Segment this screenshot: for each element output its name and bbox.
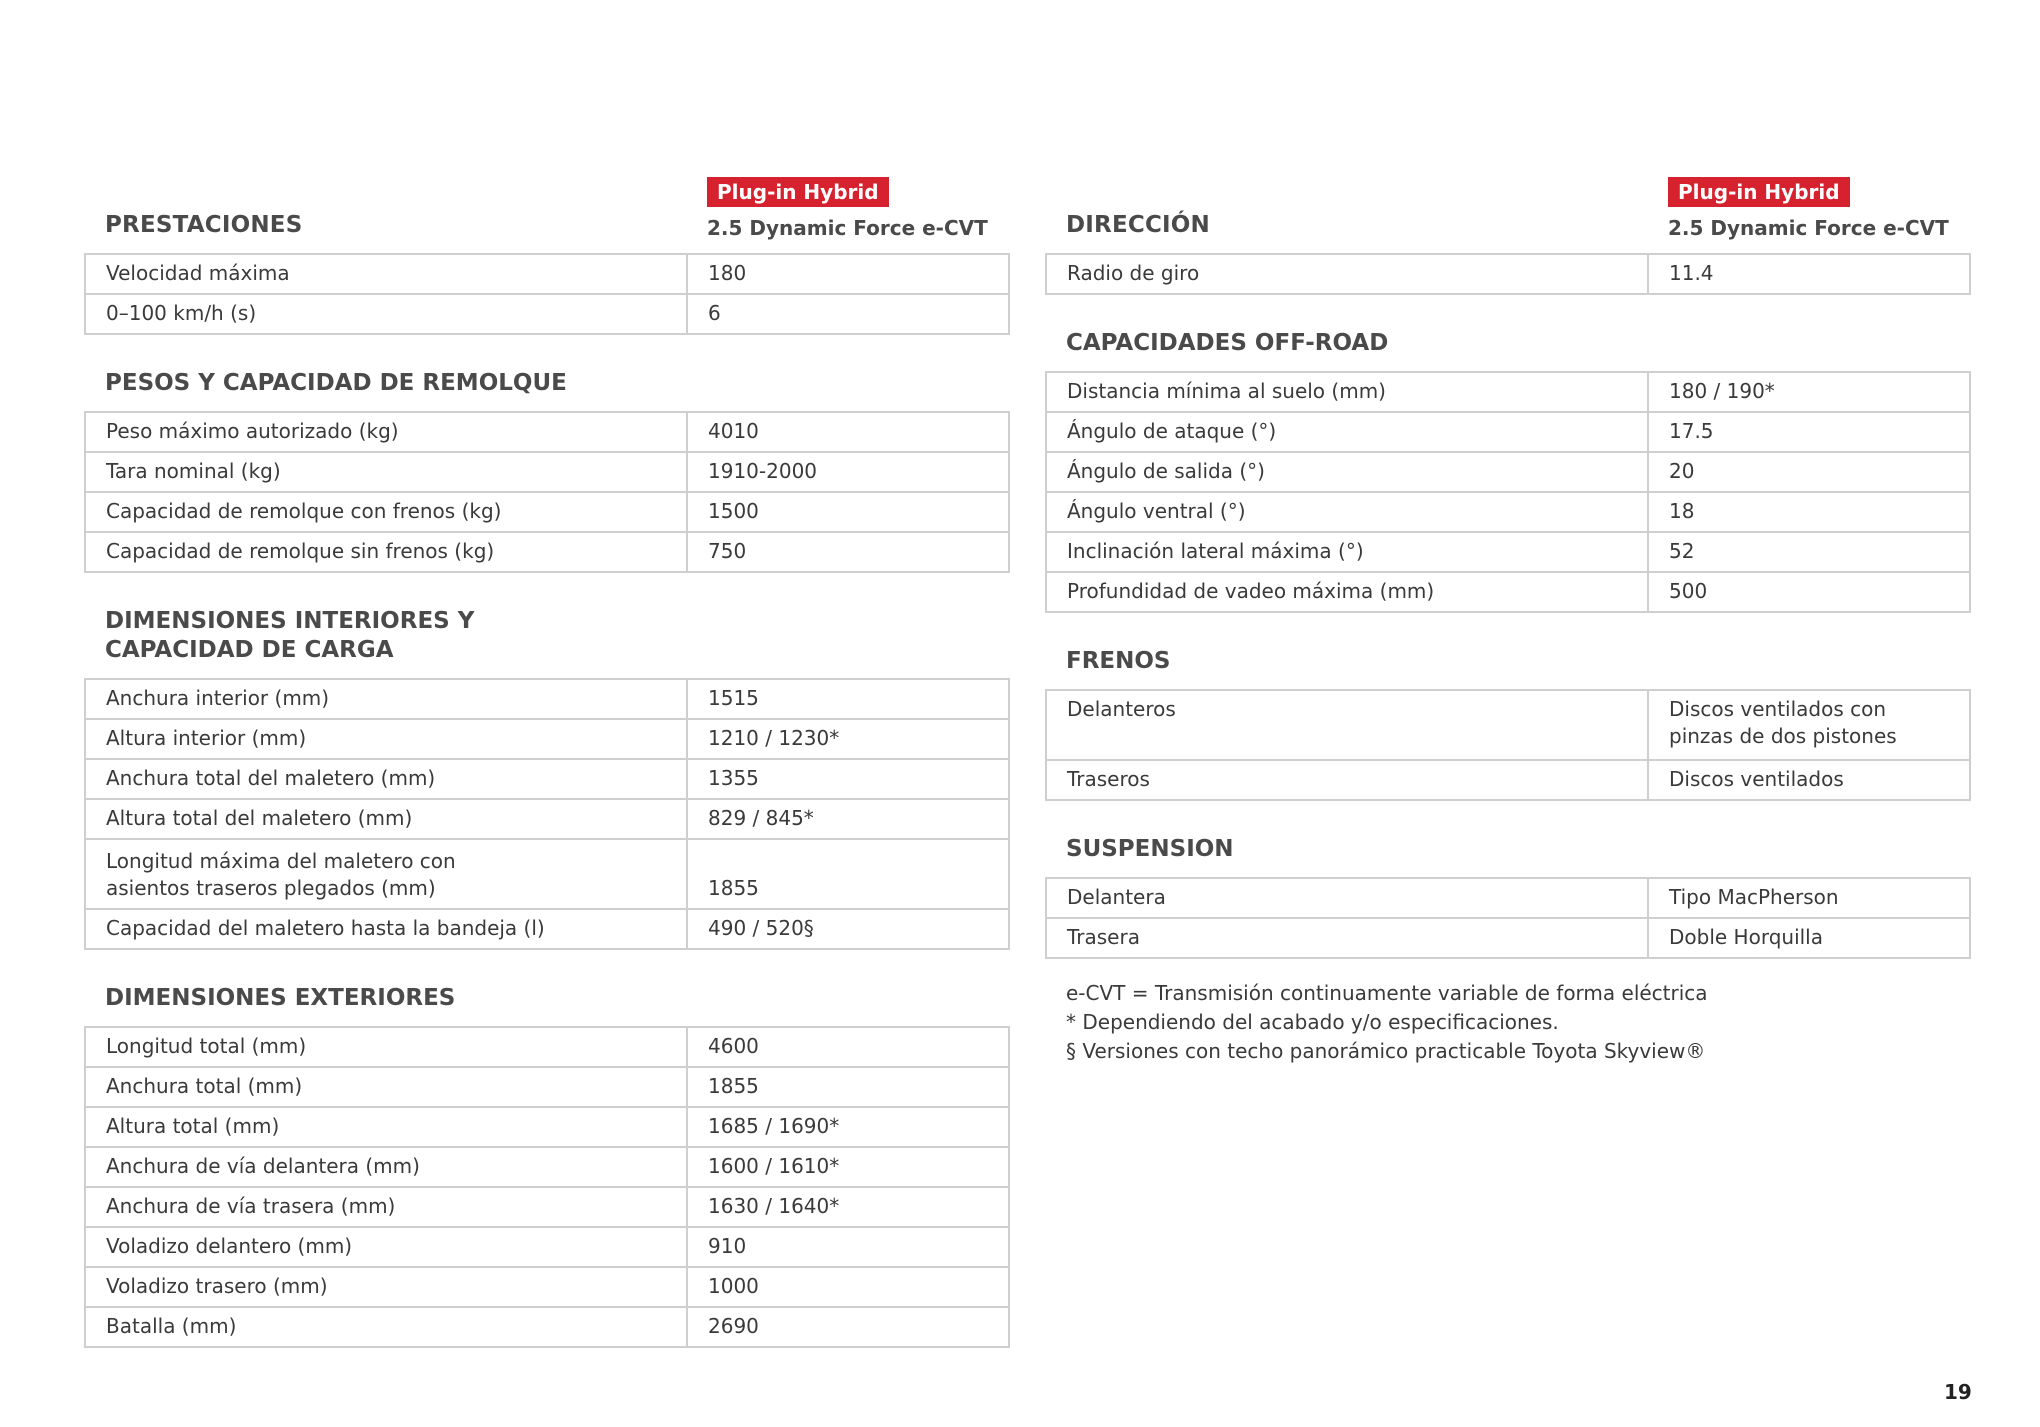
row-label: Longitud total (mm) [85,1027,687,1067]
footnote-ecvt: e-CVT = Transmisión continuamente variable de forma eléctrica [1066,981,1708,1005]
prestaciones-table [84,253,1010,335]
row-label: Tara nominal (kg) [85,452,687,492]
row-value: 750 [687,532,1009,572]
row-label: Capacidad del maletero hasta la bandeja (l) [85,909,687,949]
section-title-offroad: CAPACIDADES OFF-ROAD [1066,330,1389,356]
row-value: Discos ventilados con pinzas de dos pistones [1648,690,1970,760]
table-row [85,492,1009,532]
table-row [85,909,1009,949]
row-value: 52 [1648,532,1970,572]
row-label: Longitud máxima del maletero con asientos traseros plegados (mm) [85,839,687,909]
row-value: 1210 / 1230* [687,719,1009,759]
offroad-table [1045,371,1971,613]
table-row [85,412,1009,452]
table-row [85,294,1009,334]
row-label: Inclinación lateral máxima (°) [1046,532,1648,572]
table-row [85,532,1009,572]
row-value: 1630 / 1640* [687,1187,1009,1227]
row-label: Voladizo trasero (mm) [85,1267,687,1307]
section-title-dimensiones-interiores: DIMENSIONES INTERIORES Y CAPACIDAD DE CARGA [105,608,475,663]
footnote-asterisk: * Dependiendo del acabado y/o especificaciones. [1066,1010,1559,1034]
row-label: Anchura total del maletero (mm) [85,759,687,799]
row-value: 11.4 [1648,254,1970,294]
table-row [85,839,1009,909]
frenos-table [1045,689,1971,801]
row-value: Discos ventilados [1648,760,1970,800]
prestaciones-header [84,176,1006,253]
row-value: 17.5 [1648,412,1970,452]
row-label: 0–100 km/h (s) [85,294,687,334]
table-row [85,1027,1009,1067]
row-value: 180 [687,254,1009,294]
row-value: 2690 [687,1307,1009,1347]
row-label: Peso máximo autorizado (kg) [85,412,687,452]
row-value: 1685 / 1690* [687,1107,1009,1147]
row-value: 829 / 845* [687,799,1009,839]
row-label: Altura total del maletero (mm) [85,799,687,839]
row-label: Anchura interior (mm) [85,679,687,719]
table-row [1046,572,1970,612]
row-value: 1355 [687,759,1009,799]
row-value: 20 [1648,452,1970,492]
table-row [1046,532,1970,572]
row-value: Doble Horquilla [1648,918,1970,958]
table-row [1046,690,1970,760]
row-value: 4010 [687,412,1009,452]
plug-in-hybrid-badge: Plug-in Hybrid [1668,177,1850,207]
row-label: Ángulo de salida (°) [1046,452,1648,492]
row-value: 500 [1648,572,1970,612]
direccion-header [1045,176,1967,253]
table-row [85,759,1009,799]
table-row [85,1107,1009,1147]
row-value: 910 [687,1227,1009,1267]
row-value: 490 / 520§ [687,909,1009,949]
table-row [85,719,1009,759]
table-row [1046,412,1970,452]
section-title-pesos: PESOS Y CAPACIDAD DE REMOLQUE [105,370,567,396]
dimensiones-exteriores-table [84,1026,1010,1348]
row-label: Batalla (mm) [85,1307,687,1347]
row-label: Anchura total (mm) [85,1067,687,1107]
table-row [1046,760,1970,800]
page-number: 19 [1944,1380,1972,1404]
row-label: Anchura de vía trasera (mm) [85,1187,687,1227]
row-label: Delanteros [1046,690,1648,760]
table-row [85,799,1009,839]
left-column [84,176,1006,1348]
engine-column-header: 2.5 Dynamic Force e-CVT [1668,216,1949,240]
row-label: Voladizo delantero (mm) [85,1227,687,1267]
row-label: Capacidad de remolque sin frenos (kg) [85,532,687,572]
row-value: 1515 [687,679,1009,719]
table-row [1046,878,1970,918]
row-value: 4600 [687,1027,1009,1067]
row-value: 1910-2000 [687,452,1009,492]
footnote-section-sign: § Versiones con techo panorámico practicable Toyota Skyview® [1066,1039,1706,1063]
plug-in-hybrid-badge: Plug-in Hybrid [707,177,889,207]
row-value: 1855 [687,1067,1009,1107]
row-label: Capacidad de remolque con frenos (kg) [85,492,687,532]
row-value: 180 / 190* [1648,372,1970,412]
engine-column-header: 2.5 Dynamic Force e-CVT [707,216,988,240]
table-row [85,1227,1009,1267]
row-label: Ángulo ventral (°) [1046,492,1648,532]
table-row [85,254,1009,294]
table-row [1046,918,1970,958]
section-title-suspension: SUSPENSION [1066,836,1234,862]
table-row [85,679,1009,719]
table-row [85,452,1009,492]
suspension-table [1045,877,1971,959]
row-label: Altura total (mm) [85,1107,687,1147]
table-row [85,1267,1009,1307]
dimensiones-interiores-table [84,678,1010,950]
table-row [85,1067,1009,1107]
footnotes [1045,979,1967,1066]
row-label: Trasera [1046,918,1648,958]
table-row [1046,254,1970,294]
row-value: 1855 [687,839,1009,909]
row-value: 1000 [687,1267,1009,1307]
table-row [85,1307,1009,1347]
table-row [1046,372,1970,412]
row-label: Ángulo de ataque (°) [1046,412,1648,452]
section-title-dimensiones-exteriores: DIMENSIONES EXTERIORES [105,985,456,1011]
table-row [85,1187,1009,1227]
table-row [1046,452,1970,492]
pesos-table [84,411,1010,573]
row-value: 6 [687,294,1009,334]
row-label: Altura interior (mm) [85,719,687,759]
row-label: Delantera [1046,878,1648,918]
row-label: Profundidad de vadeo máxima (mm) [1046,572,1648,612]
row-label: Radio de giro [1046,254,1648,294]
right-column [1045,176,1967,1066]
table-row [85,1147,1009,1187]
row-value: 18 [1648,492,1970,532]
section-title-direccion: DIRECCIÓN [1066,212,1210,238]
row-label: Distancia mínima al suelo (mm) [1046,372,1648,412]
row-value: Tipo MacPherson [1648,878,1970,918]
row-label: Velocidad máxima [85,254,687,294]
table-row [1046,492,1970,532]
section-title-frenos: FRENOS [1066,648,1171,674]
row-label: Anchura de vía delantera (mm) [85,1147,687,1187]
row-value: 1500 [687,492,1009,532]
row-label: Traseros [1046,760,1648,800]
section-title-prestaciones: PRESTACIONES [105,212,303,238]
row-value: 1600 / 1610* [687,1147,1009,1187]
direccion-table [1045,253,1971,295]
